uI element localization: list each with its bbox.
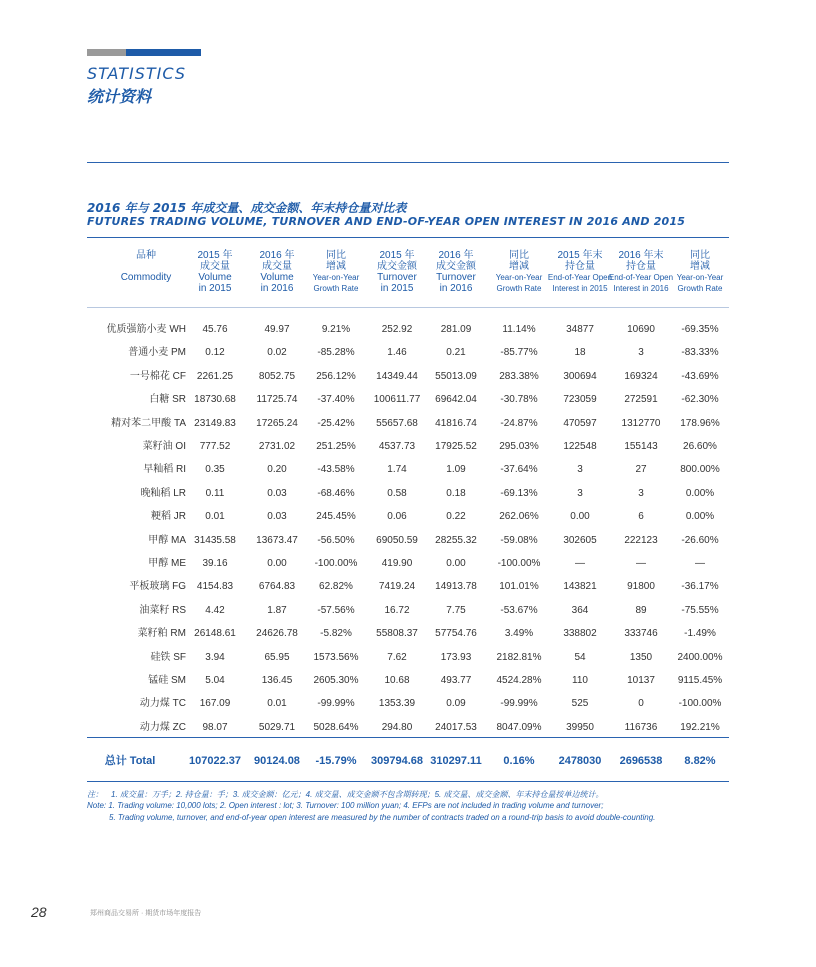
table-cell: 65.95 <box>264 651 290 663</box>
table-cell: — <box>575 558 585 569</box>
col-header-5-cn2: 增减 <box>509 261 529 272</box>
table-row <box>0 530 816 552</box>
table-row <box>0 647 816 669</box>
table-cell: 23149.83 <box>194 417 236 429</box>
table-cell: 470597 <box>563 417 597 429</box>
table-cell: 3 <box>638 347 644 359</box>
table-cell: -69.13% <box>500 487 538 499</box>
table-cell: 167.09 <box>199 698 231 710</box>
section-divider <box>87 162 729 163</box>
total-top-rule <box>87 737 729 738</box>
commodity-name: 硅铁 SF <box>150 651 186 663</box>
table-cell: -75.55% <box>681 604 719 616</box>
table-cell: 419.90 <box>381 558 413 569</box>
table-cell: 1573.56% <box>313 651 359 663</box>
commodity-name: 一号棉花 CF <box>129 370 186 382</box>
table-cell: 55808.37 <box>376 628 418 640</box>
table-row <box>0 342 816 364</box>
total-cell: 8.82% <box>684 755 716 767</box>
table-cell: 69050.59 <box>376 534 418 546</box>
table-row <box>0 600 816 622</box>
col-header-0-cn2: 成交量 <box>200 261 230 272</box>
col-header-commodity <box>106 250 186 283</box>
col-header-0-en2: in 2015 <box>198 283 232 294</box>
table-title-en: FUTURES TRADING VOLUME, TURNOVER AND END-OF-YEAR OPEN INTEREST IN 2016 AND 2015 <box>87 215 686 228</box>
table-cell: 122548 <box>563 441 597 452</box>
table-cell: -43.58% <box>317 464 355 476</box>
table-cell: 39950 <box>566 721 594 733</box>
table-cell: 28255.32 <box>435 534 477 546</box>
table-cell: -62.30% <box>681 394 719 406</box>
table-cell: 0.58 <box>387 487 407 499</box>
total-cell: 2478030 <box>558 755 602 767</box>
col-header-7-cn1: 2016 年末 <box>618 250 664 261</box>
table-cell: 3.94 <box>205 651 225 663</box>
col-header-3-cn2: 成交金额 <box>377 261 417 272</box>
table-cell: 4.42 <box>205 604 225 616</box>
table-row <box>0 436 816 458</box>
table-cell: 0.06 <box>387 511 407 523</box>
table-cell: 5.04 <box>205 675 225 686</box>
table-cell: 0.35 <box>205 464 225 476</box>
col-header-1-cn2: 成交量 <box>262 261 292 272</box>
table-cell: 11725.74 <box>256 394 298 406</box>
total-cell: -15.79% <box>315 755 357 767</box>
col-header-7-en2: Interest in 2016 <box>613 284 669 293</box>
table-cell: -83.33% <box>681 347 719 359</box>
table-cell: 55657.68 <box>376 417 418 429</box>
col-header-3-cn1: 2015 年 <box>379 250 415 261</box>
table-cell: -59.08% <box>500 534 538 546</box>
table-cell: 2182.81% <box>496 651 542 663</box>
commodity-name: 粳稻 JR <box>151 511 186 523</box>
table-cell: 98.07 <box>202 721 228 733</box>
table-cell: 10137 <box>627 675 655 686</box>
table-cell: 7419.24 <box>378 581 416 593</box>
table-cell: 2605.30% <box>313 675 359 686</box>
table-cell: 1350 <box>629 651 653 663</box>
table-cell: 4524.28% <box>496 675 542 686</box>
table-cell: 110 <box>572 675 588 686</box>
table-cell: 16.72 <box>384 604 410 616</box>
col-header-8-en1: Year-on-Year <box>676 273 724 282</box>
col-header-4-cn2: 成交金额 <box>436 261 476 272</box>
col-header-4-en2: in 2016 <box>439 283 473 294</box>
table-cell: 54 <box>574 651 586 663</box>
table-cell: 1.74 <box>387 464 407 476</box>
table-cell: 8052.75 <box>258 370 296 382</box>
table-row <box>0 506 816 528</box>
table-cell: 62.82% <box>319 581 353 593</box>
table-cell: -85.77% <box>500 347 538 359</box>
table-cell: 2400.00% <box>677 651 723 663</box>
table-cell: 0.00 <box>267 558 287 569</box>
table-cell: 18730.68 <box>194 394 236 406</box>
table-row <box>0 553 816 575</box>
table-cell: 723059 <box>563 394 597 406</box>
col-header-7-cn2: 持仓量 <box>626 261 656 272</box>
table-cell: 283.38% <box>499 370 539 382</box>
table-cell: 27 <box>635 464 647 476</box>
commodity-name: 动力煤 TC <box>139 698 186 710</box>
table-cell: 333746 <box>624 628 658 640</box>
table-row <box>0 623 816 645</box>
table-cell: -69.35% <box>681 324 719 335</box>
table-cell: -56.50% <box>317 534 355 546</box>
table-cell: 3 <box>577 487 583 499</box>
col-header-0-cn1: 2015 年 <box>197 250 233 261</box>
table-cell: 281.09 <box>440 324 472 335</box>
commodity-name: 早籼稻 RI <box>143 464 186 476</box>
commodity-name: 晚籼稻 LR <box>140 487 186 499</box>
col-header-6-cn1: 2015 年末 <box>557 250 603 261</box>
table-cell: 57754.76 <box>435 628 477 640</box>
table-cell: -5.82% <box>320 628 352 640</box>
table-cell: 89 <box>635 604 647 616</box>
commodity-name: 普通小麦 PM <box>128 347 186 359</box>
table-row <box>0 576 816 598</box>
table-cell: 155143 <box>624 441 658 452</box>
table-cell: — <box>636 558 646 569</box>
table-cell: 9115.45% <box>677 675 723 686</box>
total-cell: 2696538 <box>619 755 663 767</box>
table-cell: 294.80 <box>381 721 413 733</box>
col-header-commodity-en: Commodity <box>120 272 172 283</box>
table-cell: 5029.71 <box>258 721 296 733</box>
total-cell: 310297.11 <box>430 755 482 767</box>
col-header-8-cn1: 同比 <box>690 250 710 261</box>
table-cell: -100.00% <box>314 558 358 569</box>
col-header-5-en2: Growth Rate <box>496 284 542 293</box>
table-cell: -25.42% <box>317 417 355 429</box>
table-cell: 295.03% <box>499 441 539 452</box>
table-cell: 0.00% <box>685 487 715 499</box>
table-row <box>0 389 816 411</box>
table-cell: -57.56% <box>317 604 355 616</box>
table-cell: 143821 <box>563 581 597 593</box>
commodity-name: 甲醇 ME <box>148 558 186 569</box>
total-cell: 309794.68 <box>371 755 423 767</box>
table-cell: -1.49% <box>684 628 716 640</box>
table-cell: 24626.78 <box>256 628 298 640</box>
table-cell: 10690 <box>627 324 655 335</box>
commodity-name: 菜籽粕 RM <box>137 628 186 640</box>
table-cell: 11.14% <box>502 324 536 335</box>
total-cell: 0.16% <box>503 755 535 767</box>
table-cell: 0.03 <box>267 487 287 499</box>
commodity-name: 白糖 SR <box>149 394 186 406</box>
col-header-3-en2: in 2015 <box>380 283 414 294</box>
table-cell: 39.16 <box>202 558 228 569</box>
table-cell: 55013.09 <box>435 370 477 382</box>
table-cell: 252.92 <box>381 324 413 335</box>
table-row <box>0 459 816 481</box>
total-cell: 107022.37 <box>189 755 241 767</box>
table-cell: -68.46% <box>317 487 355 499</box>
table-cell: 136.45 <box>261 675 293 686</box>
table-cell: 101.01% <box>499 581 539 593</box>
table-row <box>0 319 816 341</box>
table-cell: 493.77 <box>440 675 472 686</box>
col-header-8-cn2: 增减 <box>690 261 710 272</box>
commodity-name: 优质强筋小麦 WH <box>106 324 186 335</box>
col-header-1-en1: Volume <box>260 272 294 283</box>
table-cell: 0.02 <box>267 347 287 359</box>
table-cell: 1.46 <box>387 347 407 359</box>
table-cell: 69642.04 <box>435 394 477 406</box>
col-header-4-cn1: 2016 年 <box>438 250 474 261</box>
table-cell: 0.11 <box>205 487 225 499</box>
table-row <box>0 717 816 739</box>
table-cell: 49.97 <box>264 324 290 335</box>
table-cell: 800.00% <box>680 464 720 476</box>
table-cell: 41816.74 <box>435 417 477 429</box>
table-cell: 302605 <box>563 534 597 546</box>
table-cell: 2731.02 <box>258 441 296 452</box>
commodity-name: 菜籽油 OI <box>142 441 186 452</box>
table-cell: 0.21 <box>446 347 466 359</box>
col-header-2-en1: Year-on-Year <box>312 273 360 282</box>
table-row <box>0 670 816 692</box>
table-cell: 26.60% <box>683 441 717 452</box>
header-bar-blue <box>126 49 201 56</box>
note-en-2: 5. Trading volume, turnover, and end-of-year open interest are measured by the number of contracts traded on a round-trip basis to avoid double-counting. <box>109 813 656 822</box>
table-cell: 13673.47 <box>256 534 298 546</box>
table-cell: 222123 <box>624 534 658 546</box>
table-cell: 14913.78 <box>435 581 477 593</box>
table-cell: 169324 <box>624 370 658 382</box>
table-cell: -99.99% <box>500 698 538 710</box>
table-cell: 10.68 <box>384 675 410 686</box>
table-cell: 34877 <box>566 324 594 335</box>
commodity-name: 甲醇 MA <box>148 534 186 546</box>
table-cell: -37.40% <box>317 394 355 406</box>
col-header-4-en1: Turnover <box>436 272 476 283</box>
table-cell: 0.01 <box>267 698 287 710</box>
table-top-rule <box>87 237 729 238</box>
col-header-2-cn1: 同比 <box>326 250 346 261</box>
table-cell: 7.75 <box>446 604 466 616</box>
table-cell: -100.00% <box>497 558 541 569</box>
note-en-1: Note: 1. Trading volume: 10,000 lots; 2. Open interest : lot; 3. Turnover: 100 million yuan; 4. EFPs are not included in trading volume and turnover; <box>87 801 604 810</box>
section-title-cn: 统计资料 <box>87 87 152 106</box>
table-cell: -43.69% <box>681 370 719 382</box>
table-cell: 251.25% <box>316 441 356 452</box>
table-cell: 45.76 <box>202 324 228 335</box>
table-cell: — <box>695 558 705 569</box>
table-cell: 4537.73 <box>378 441 416 452</box>
table-cell: 9.21% <box>321 324 351 335</box>
section-title-en: STATISTICS <box>87 64 187 83</box>
table-cell: 364 <box>571 604 589 616</box>
table-cell: 7.62 <box>387 651 407 663</box>
table-cell: -26.60% <box>681 534 719 546</box>
table-cell: 338802 <box>563 628 597 640</box>
table-cell: 3 <box>577 464 583 476</box>
table-cell: -99.99% <box>317 698 355 710</box>
header-rule <box>87 307 729 308</box>
table-cell: 272591 <box>624 394 658 406</box>
table-cell: 2261.25 <box>196 370 234 382</box>
col-header-commodity-cn: 品种 <box>136 250 156 261</box>
table-cell: 1353.39 <box>378 698 416 710</box>
table-cell: 91800 <box>627 581 655 593</box>
table-cell: 777.52 <box>199 441 231 452</box>
table-cell: 6764.83 <box>258 581 296 593</box>
table-cell: 300694 <box>563 370 597 382</box>
commodity-name: 平板玻璃 FG <box>129 581 186 593</box>
commodity-name: 油菜籽 RS <box>139 604 186 616</box>
footer-text: 郑州商品交易所 · 期货市场年度报告 <box>90 910 202 917</box>
table-cell: 0.01 <box>205 511 225 523</box>
table-cell: 178.96% <box>680 417 720 429</box>
table-cell: 0.20 <box>267 464 287 476</box>
table-cell: -36.17% <box>681 581 719 593</box>
table-cell: 0.22 <box>446 511 466 523</box>
table-cell: 0 <box>638 698 644 710</box>
table-row <box>0 483 816 505</box>
commodity-name: 动力煤 ZC <box>139 721 186 733</box>
table-cell: 0.09 <box>446 698 466 710</box>
table-bottom-rule <box>87 781 729 782</box>
table-cell: 6 <box>638 511 644 523</box>
col-header-1-en2: in 2016 <box>260 283 294 294</box>
commodity-name: 精对苯二甲酸 TA <box>111 417 186 429</box>
col-header-8 <box>664 250 736 294</box>
table-cell: 1.09 <box>446 464 466 476</box>
table-cell: 0.00 <box>446 558 466 569</box>
table-cell: 3 <box>638 487 644 499</box>
table-title-cn: 2016 年与 2015 年成交量、成交金额、年末持仓量对比表 <box>87 201 407 215</box>
col-header-6-cn2: 持仓量 <box>565 261 595 272</box>
table-cell: 8047.09% <box>496 721 542 733</box>
table-cell: 24017.53 <box>435 721 477 733</box>
table-row <box>0 413 816 435</box>
col-header-2-en2: Growth Rate <box>313 284 359 293</box>
table-cell: 245.45% <box>316 511 356 523</box>
table-cell: 1.87 <box>267 604 287 616</box>
header-bar-gray <box>87 49 126 56</box>
table-cell: 5028.64% <box>313 721 359 733</box>
col-header-6-en2: Interest in 2015 <box>552 284 608 293</box>
table-cell: 100611.77 <box>373 394 421 406</box>
table-cell: 0.03 <box>267 511 287 523</box>
table-cell: 18 <box>574 347 586 359</box>
table-cell: 0.18 <box>446 487 466 499</box>
table-cell: 525 <box>571 698 589 710</box>
table-cell: 17265.24 <box>256 417 298 429</box>
col-header-7-en1: End-of-Year Open <box>608 273 674 282</box>
table-cell: -100.00% <box>678 698 722 710</box>
table-cell: 3.49% <box>504 628 534 640</box>
commodity-name: 锰硅 SM <box>148 675 186 686</box>
page-number: 28 <box>31 904 47 920</box>
note-cn: 注： 1. 成交量：万手；2. 持仓量：手；3. 成交金额：亿元；4. 成交量、成交金额不包含期转现；5. 成交量、成交金额、年末持仓量按单边统计。 <box>87 790 604 799</box>
table-cell: -24.87% <box>500 417 538 429</box>
table-cell: 0.12 <box>205 347 225 359</box>
table-cell: 1312770 <box>621 417 661 429</box>
table-cell: -85.28% <box>317 347 355 359</box>
table-cell: 14349.44 <box>376 370 418 382</box>
table-cell: 31435.58 <box>194 534 236 546</box>
table-cell: 256.12% <box>316 370 356 382</box>
col-header-8-en2: Growth Rate <box>677 284 723 293</box>
table-cell: 116736 <box>624 721 658 733</box>
total-label: 总计 Total <box>104 755 156 767</box>
col-header-3-en1: Turnover <box>377 272 417 283</box>
col-header-0-en1: Volume <box>198 272 232 283</box>
table-cell: 192.21% <box>680 721 720 733</box>
col-header-2-cn2: 增减 <box>326 261 346 272</box>
table-total-row <box>0 752 816 770</box>
table-row <box>0 366 816 388</box>
col-header-5-en1: Year-on-Year <box>495 273 543 282</box>
table-cell: 0.00 <box>570 511 590 523</box>
table-cell: 262.06% <box>499 511 539 523</box>
table-cell: 173.93 <box>440 651 472 663</box>
table-row <box>0 693 816 715</box>
table-cell: 26148.61 <box>194 628 236 640</box>
total-cell: 90124.08 <box>254 755 300 767</box>
table-cell: 4154.83 <box>196 581 234 593</box>
col-header-6-en1: End-of-Year Open <box>547 273 613 282</box>
table-cell: 17925.52 <box>435 441 477 452</box>
table-cell: 0.00% <box>685 511 715 523</box>
col-header-5-cn1: 同比 <box>509 250 529 261</box>
col-header-1-cn1: 2016 年 <box>259 250 295 261</box>
table-cell: -37.64% <box>500 464 538 476</box>
table-cell: -30.78% <box>500 394 538 406</box>
table-cell: -53.67% <box>500 604 538 616</box>
col-header-4 <box>420 250 492 294</box>
